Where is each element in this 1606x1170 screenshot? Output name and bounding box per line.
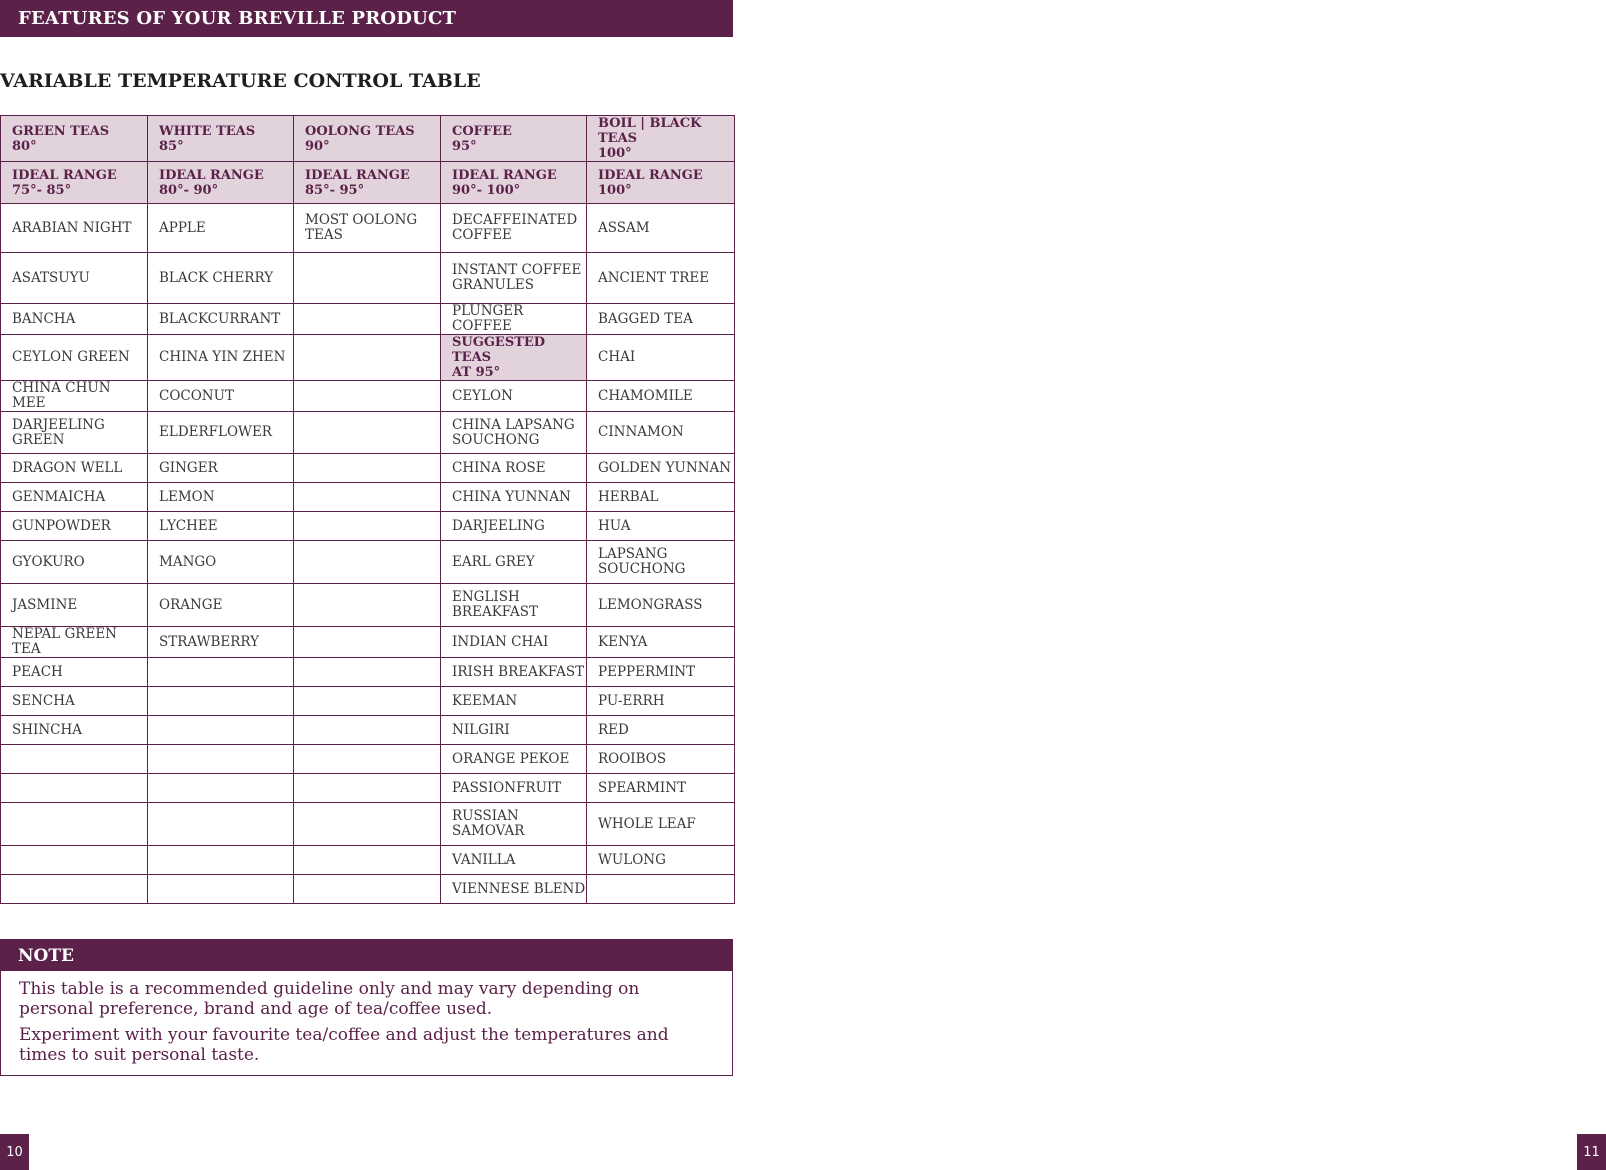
table-cell: ARABIAN NIGHT [1,204,148,253]
table-row [1,584,735,627]
table-cell [1,774,148,803]
table-cell: EARL GREY [441,541,587,584]
table-cell: CHINA CHUN MEE [1,381,148,412]
table-cell [294,687,441,716]
table-cell: STRAWBERRY [148,627,294,658]
table-row [1,716,735,745]
table-title: VARIABLE TEMPERATURE CONTROL TABLE [0,70,481,92]
table-cell: INDIAN CHAI [441,627,587,658]
table-row [1,412,735,454]
table-cell: BAGGED TEA [587,304,735,335]
table-header-cell: COFFEE 95° [441,116,587,162]
table-cell: CHINA YIN ZHEN [148,335,294,381]
table-cell: PEACH [1,658,148,687]
table-header-row [1,116,735,162]
table-cell: ASATSUYU [1,253,148,304]
table-cell: ENGLISH BREAKFAST [441,584,587,627]
table-cell [294,745,441,774]
table-cell: GOLDEN YUNNAN [587,454,735,483]
table-cell: BLACK CHERRY [148,253,294,304]
table-cell: CHINA ROSE [441,454,587,483]
table-header-cell: OOLONG TEAS 90° [294,116,441,162]
table-header-cell: BOIL | BLACK TEAS 100° [587,116,735,162]
page-number-right: 11 [1577,1134,1606,1170]
table-cell: RUSSIAN SAMOVAR [441,803,587,846]
table-cell: DARJEELING [441,512,587,541]
table-cell: NILGIRI [441,716,587,745]
table-cell: PU-ERRH [587,687,735,716]
table-cell [294,304,441,335]
table-cell: INSTANT COFFEE GRANULES [441,253,587,304]
table-cell: CEYLON GREEN [1,335,148,381]
table-cell [148,846,294,875]
table-header-cell: IDEAL RANGE 100° [587,162,735,204]
table-cell: CHAI [587,335,735,381]
table-cell: VANILLA [441,846,587,875]
table-header-cell: IDEAL RANGE 75°- 85° [1,162,148,204]
table-cell: ELDERFLOWER [148,412,294,454]
table-cell [148,875,294,904]
table-cell [294,335,441,381]
table-cell: DARJEELING GREEN [1,412,148,454]
note-paragraph: Experiment with your favourite tea/coffee and adjust the temperatures and times to suit personal taste. [19,1025,669,1065]
note-paragraph: This table is a recommended guideline only and may vary depending on personal preference, brand and age of tea/coffee used. [19,979,640,1019]
table-row [1,875,735,904]
table-row [1,335,735,381]
table-cell: ANCIENT TREE [587,253,735,304]
table-row [1,687,735,716]
table-cell: JASMINE [1,584,148,627]
page-number-left: 10 [0,1134,29,1170]
table-cell [294,381,441,412]
table-cell [1,846,148,875]
table-cell: VIENNESE BLEND [441,875,587,904]
table-cell: SENCHA [1,687,148,716]
table-cell: APPLE [148,204,294,253]
table-cell: HUA [587,512,735,541]
table-cell: MOST OOLONG TEAS [294,204,441,253]
table-row [1,803,735,846]
table-header-row [1,162,735,204]
table-cell: CHINA YUNNAN [441,483,587,512]
table-cell: CEYLON [441,381,587,412]
table-cell [294,412,441,454]
table-cell [294,253,441,304]
table-cell [1,745,148,774]
temperature-table [0,115,735,904]
table-cell [148,774,294,803]
note-box [0,971,733,1076]
table-cell [294,512,441,541]
table-cell [294,658,441,687]
table-cell: DECAFFEINATED COFFEE [441,204,587,253]
table-cell: ROOIBOS [587,745,735,774]
table-cell [294,846,441,875]
table-cell: GYOKURO [1,541,148,584]
table-cell: CHINA LAPSANG SOUCHONG [441,412,587,454]
section-banner: FEATURES OF YOUR BREVILLE PRODUCT [0,0,733,37]
table-cell [294,541,441,584]
table-cell [294,774,441,803]
table-cell [294,584,441,627]
table-header-cell: WHITE TEAS 85° [148,116,294,162]
table-header-cell: IDEAL RANGE 85°- 95° [294,162,441,204]
table-cell: COCONUT [148,381,294,412]
table-row [1,846,735,875]
table-cell [294,483,441,512]
table-cell: SPEARMINT [587,774,735,803]
table-cell: PEPPERMINT [587,658,735,687]
table-cell [294,875,441,904]
table-row [1,627,735,658]
table-cell: LEMONGRASS [587,584,735,627]
table-row [1,483,735,512]
table-cell: SHINCHA [1,716,148,745]
table-cell [587,875,735,904]
table-cell: ORANGE [148,584,294,627]
table-cell: WULONG [587,846,735,875]
table-row [1,454,735,483]
table-cell: RED [587,716,735,745]
table-cell: GENMAICHA [1,483,148,512]
table-header-cell: GREEN TEAS 80° [1,116,148,162]
table-subheader-cell: SUGGESTED TEAS AT 95° [441,335,587,381]
table-cell: LAPSANG SOUCHONG [587,541,735,584]
table-cell: KEEMAN [441,687,587,716]
table-cell [148,658,294,687]
table-cell: NEPAL GREEN TEA [1,627,148,658]
table-row [1,253,735,304]
table-cell: ASSAM [587,204,735,253]
table-cell: LEMON [148,483,294,512]
table-cell [294,454,441,483]
table-cell: HERBAL [587,483,735,512]
table-cell: CHAMOMILE [587,381,735,412]
table-cell [148,687,294,716]
table-cell: KENYA [587,627,735,658]
table-cell: BLACKCURRANT [148,304,294,335]
table-row [1,304,735,335]
table-cell [294,803,441,846]
table-cell [148,745,294,774]
table-row [1,658,735,687]
table-cell: PASSIONFRUIT [441,774,587,803]
table-cell [148,716,294,745]
table-cell [294,716,441,745]
table-cell [1,875,148,904]
table-cell [294,627,441,658]
table-cell [148,803,294,846]
table-row [1,541,735,584]
table-row [1,381,735,412]
table-header-cell: IDEAL RANGE 90°- 100° [441,162,587,204]
table-cell: ORANGE PEKOE [441,745,587,774]
table-row [1,204,735,253]
table-cell: GUNPOWDER [1,512,148,541]
note-heading: NOTE [0,939,733,971]
table-cell: LYCHEE [148,512,294,541]
table-row [1,512,735,541]
table-cell: WHOLE LEAF [587,803,735,846]
table-row [1,745,735,774]
table-cell: CINNAMON [587,412,735,454]
table-cell: IRISH BREAKFAST [441,658,587,687]
table-cell: DRAGON WELL [1,454,148,483]
table-cell: BANCHA [1,304,148,335]
table-row [1,774,735,803]
table-cell: GINGER [148,454,294,483]
table-cell [1,803,148,846]
table-header-cell: IDEAL RANGE 80°- 90° [148,162,294,204]
table-cell: PLUNGER COFFEE [441,304,587,335]
table-cell: MANGO [148,541,294,584]
